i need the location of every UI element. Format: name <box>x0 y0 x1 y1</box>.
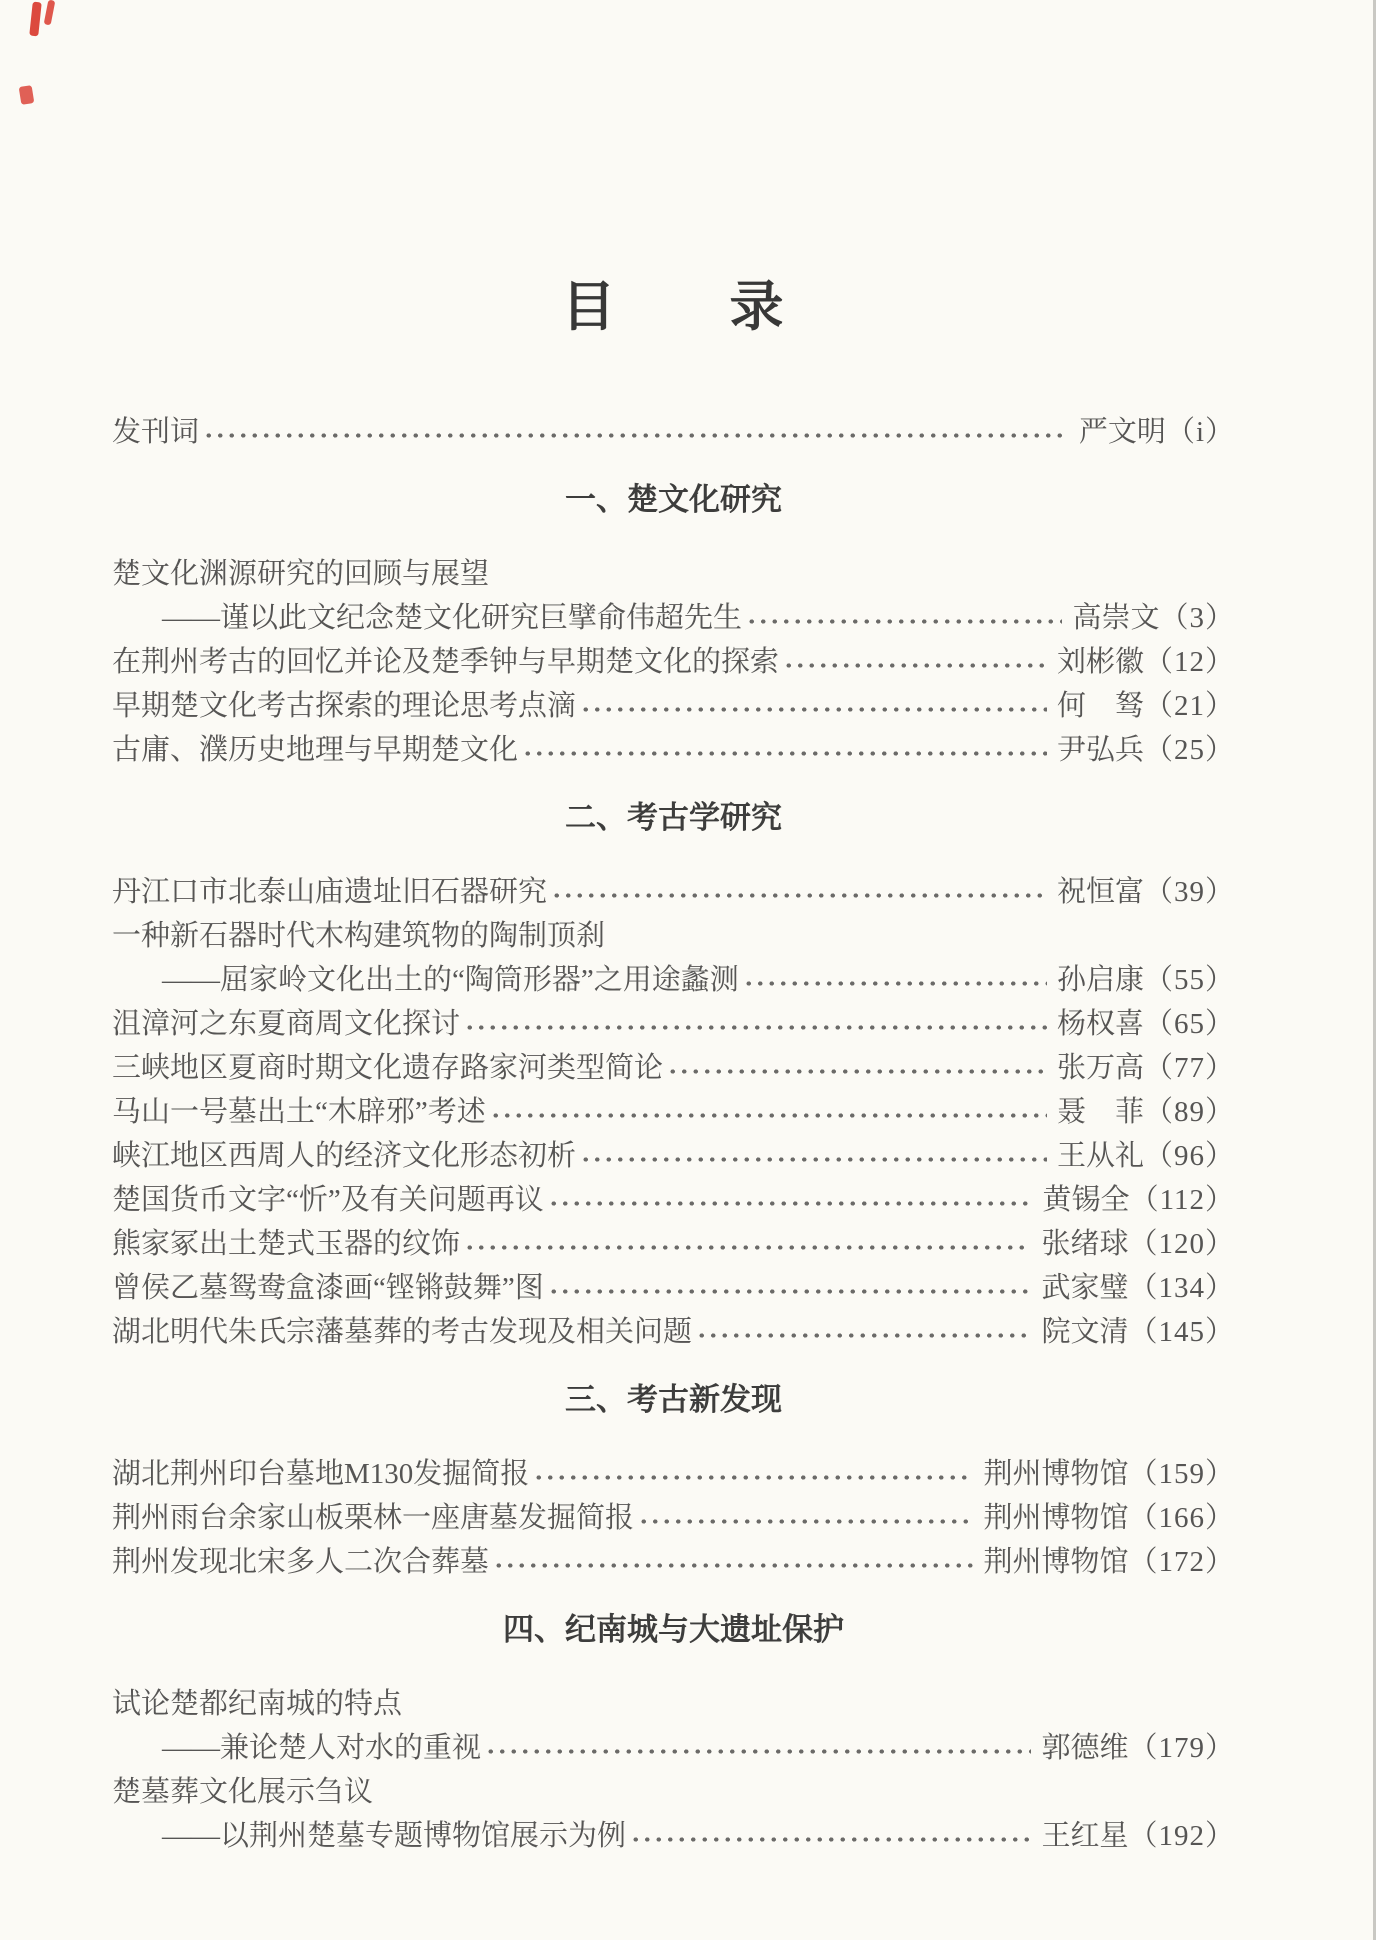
toc-entry <box>112 728 1235 772</box>
entry-main-line <box>112 1814 1235 1858</box>
entry-author: 尹弘兵 <box>1056 734 1144 766</box>
dot-leader <box>630 1814 1031 1858</box>
entry-author-page <box>1043 1178 1235 1222</box>
dot-leader <box>548 1178 1033 1222</box>
entry-main-text: 峡江地区西周人的经济文化形态初析 <box>112 1140 577 1172</box>
entry-page-number: （96） <box>1143 1140 1235 1172</box>
dot-leader <box>464 1002 1047 1046</box>
toc-entry <box>112 1770 1235 1858</box>
entry-author: 祝恒富 <box>1056 876 1144 908</box>
entry-main-line <box>112 1496 1235 1540</box>
entry-author-page <box>1057 1046 1235 1090</box>
entry-author: 聂 菲 <box>1056 1096 1144 1128</box>
red-scan-mark <box>29 2 42 37</box>
entry-author-page <box>1057 684 1235 728</box>
entry-title-line <box>112 1770 1235 1814</box>
section-heading: 三、考古新发现 <box>565 1382 782 1417</box>
entry-author-page <box>1057 1090 1235 1134</box>
entry-main-text: ——以荆州楚墓专题博物馆展示为例 <box>162 1820 627 1852</box>
entry-author: 杨权喜 <box>1056 1008 1144 1040</box>
entry-main-line <box>112 410 1235 454</box>
toc-entry <box>112 870 1235 914</box>
entry-author: 郭德维 <box>1041 1732 1129 1764</box>
entry-title-line <box>112 1682 1235 1726</box>
entry-main-text: 湖北荆州印台墓地M130发掘简报 <box>112 1458 530 1490</box>
entry-main-line <box>112 1134 1235 1178</box>
toc-entry <box>112 552 1235 640</box>
toc-entry <box>112 914 1235 1002</box>
entry-author-page <box>1041 1310 1235 1354</box>
toc-entry <box>112 1496 1235 1540</box>
entry-main-text: 湖北明代朱氏宗藩墓葬的考古发现及相关问题 <box>112 1316 693 1348</box>
entry-main-text: ——谨以此文纪念楚文化研究巨擘俞伟超先生 <box>162 602 743 634</box>
dot-leader <box>667 1046 1047 1090</box>
entry-page-number: （i） <box>1165 416 1235 448</box>
dot-leader <box>533 1452 973 1496</box>
toc-list <box>112 410 1235 1858</box>
entry-main-text: 熊家冢出土楚式玉器的纹饰 <box>112 1228 461 1260</box>
entry-author: 武家璧 <box>1041 1272 1129 1304</box>
entry-author-page <box>1041 1814 1235 1858</box>
entry-author: 黄锡全 <box>1042 1184 1130 1216</box>
entry-main-text: 荆州发现北宋多人二次合葬墓 <box>112 1546 490 1578</box>
toc-entry <box>112 1090 1235 1134</box>
entry-main-text: 曾侯乙墓鸳鸯盒漆画“铿锵鼓舞”图 <box>112 1272 544 1304</box>
dot-leader <box>746 596 1062 640</box>
toc-entry <box>112 684 1235 728</box>
toc-entry <box>112 1002 1235 1046</box>
page-title: 目 录 <box>561 277 786 337</box>
toc-entry <box>112 1452 1235 1496</box>
entry-author: 院文清 <box>1041 1316 1129 1348</box>
entry-title: 试论楚都纪南城的特点 <box>112 1688 403 1720</box>
entry-main-text: 发刊词 <box>112 416 200 448</box>
entry-main-text: 荆州雨台余家山板栗林一座唐墓发掘简报 <box>112 1502 635 1534</box>
entry-main-text: 沮漳河之东夏商周文化探讨 <box>112 1008 461 1040</box>
entry-author: 荆州博物馆 <box>983 1546 1129 1578</box>
entry-main-line <box>112 1046 1235 1090</box>
entry-main-line <box>112 870 1235 914</box>
entry-main-line <box>112 1090 1235 1134</box>
entry-author-page <box>1079 410 1235 454</box>
entry-page-number: （12） <box>1143 646 1235 678</box>
entry-main-line <box>112 1266 1235 1310</box>
entry-main-line <box>112 1540 1235 1584</box>
entry-author-page <box>1057 640 1235 684</box>
entry-title: 一种新石器时代木构建筑物的陶制顶刹 <box>112 920 606 952</box>
entry-page-number: （179） <box>1128 1732 1235 1764</box>
entry-page-number: （112） <box>1129 1184 1235 1216</box>
entry-author-page <box>1057 1134 1235 1178</box>
entry-page-number: （3） <box>1159 602 1235 634</box>
entry-main-line <box>112 1726 1235 1770</box>
entry-title: 楚文化渊源研究的回顾与展望 <box>112 558 490 590</box>
entry-author: 张万高 <box>1056 1052 1144 1084</box>
toc-entry <box>112 1222 1235 1266</box>
entry-main-line <box>112 596 1235 640</box>
entry-main-text: 马山一号墓出土“木辟邪”考述 <box>112 1096 486 1128</box>
toc-entry <box>112 1178 1235 1222</box>
entry-main-text: 楚国货币文字“忻”及有关问题再议 <box>112 1184 544 1216</box>
entry-page-number: （159） <box>1128 1458 1235 1490</box>
dot-leader <box>464 1222 1031 1266</box>
entry-page-number: （39） <box>1143 876 1235 908</box>
toc-entry <box>112 1310 1235 1354</box>
red-scan-mark <box>44 0 56 25</box>
entry-author: 荆州博物馆 <box>983 1502 1129 1534</box>
section-heading: 四、纪南城与大遗址保护 <box>503 1612 844 1647</box>
entry-main-text: 丹江口市北泰山庙遗址旧石器研究 <box>112 876 548 908</box>
entry-main-text: ——兼论楚人对水的重视 <box>162 1732 482 1764</box>
entry-author: 刘彬徽 <box>1056 646 1144 678</box>
toc-entry <box>112 1134 1235 1178</box>
toc-entry <box>112 1540 1235 1584</box>
dot-leader <box>548 1266 1032 1310</box>
entry-main-line <box>112 1310 1235 1354</box>
section-heading: 二、考古学研究 <box>565 800 782 835</box>
entry-main-line <box>112 1178 1235 1222</box>
dot-leader <box>551 870 1047 914</box>
entry-author-page <box>983 1452 1235 1496</box>
entry-author: 荆州博物馆 <box>983 1458 1129 1490</box>
entry-page-number: （65） <box>1143 1008 1235 1040</box>
dot-leader <box>493 1540 973 1584</box>
dot-leader <box>485 1726 1031 1770</box>
entry-page-number: （166） <box>1128 1502 1235 1534</box>
entry-author-page <box>1057 870 1235 914</box>
entry-page-number: （145） <box>1128 1316 1235 1348</box>
entry-main-line <box>112 640 1235 684</box>
dot-leader <box>743 958 1047 1002</box>
entry-author: 王从礼 <box>1056 1140 1144 1172</box>
toc-entry <box>112 1266 1235 1310</box>
entry-page-number: （77） <box>1143 1052 1235 1084</box>
entry-author-page <box>983 1496 1235 1540</box>
entry-author: 张绪球 <box>1041 1228 1129 1260</box>
entry-page-number: （55） <box>1143 964 1235 996</box>
dot-leader <box>522 728 1047 772</box>
entry-author-page <box>1057 728 1235 772</box>
entry-author-page <box>1041 1266 1235 1310</box>
entry-author: 高崇文 <box>1072 602 1160 634</box>
toc-entry <box>112 640 1235 684</box>
entry-page-number: （192） <box>1128 1820 1235 1852</box>
entry-main-text: 古庸、濮历史地理与早期楚文化 <box>112 734 519 766</box>
entry-title-line <box>112 552 1235 596</box>
entry-page-number: （89） <box>1143 1096 1235 1128</box>
entry-main-line <box>112 1222 1235 1266</box>
entry-author-page <box>1041 1726 1235 1770</box>
entry-main-text: 早期楚文化考古探索的理论思考点滴 <box>112 690 577 722</box>
entry-author-page <box>1057 1002 1235 1046</box>
entry-main-line <box>112 1002 1235 1046</box>
entry-author: 严文明 <box>1078 416 1166 448</box>
entry-main-line <box>112 684 1235 728</box>
dot-leader <box>783 640 1047 684</box>
entry-title-line <box>112 914 1235 958</box>
entry-author-page <box>1041 1222 1235 1266</box>
entry-main-text: 三峡地区夏商时期文化遗存路家河类型简论 <box>112 1052 664 1084</box>
dot-leader <box>490 1090 1047 1134</box>
dot-leader <box>638 1496 973 1540</box>
toc-entry <box>112 1046 1235 1090</box>
entry-page-number: （134） <box>1128 1272 1235 1304</box>
dot-leader <box>580 1134 1047 1178</box>
entry-author-page <box>1057 958 1235 1002</box>
entry-author-page <box>1072 596 1235 640</box>
entry-main-text: ——屈家岭文化出土的“陶筒形器”之用途蠡测 <box>162 964 739 996</box>
dot-leader <box>696 1310 1031 1354</box>
entry-page-number: （21） <box>1143 690 1235 722</box>
entry-page-number: （172） <box>1128 1546 1235 1578</box>
entry-main-line <box>112 728 1235 772</box>
entry-author: 何 驽 <box>1056 690 1144 722</box>
dot-leader <box>203 410 1069 454</box>
entry-main-line <box>112 958 1235 1002</box>
entry-main-text: 在荆州考古的回忆并论及楚季钟与早期楚文化的探索 <box>112 646 780 678</box>
entry-author: 王红星 <box>1041 1820 1129 1852</box>
entry-author-page <box>983 1540 1235 1584</box>
entry-page-number: （120） <box>1128 1228 1235 1260</box>
entry-title: 楚墓葬文化展示刍议 <box>112 1776 374 1808</box>
entry-page-number: （25） <box>1143 734 1235 766</box>
section-heading: 一、楚文化研究 <box>565 482 782 517</box>
entry-author: 孙启康 <box>1056 964 1144 996</box>
toc-entry <box>112 1682 1235 1770</box>
toc-entry <box>112 410 1235 454</box>
dot-leader <box>580 684 1047 728</box>
entry-main-line <box>112 1452 1235 1496</box>
red-scan-mark <box>19 85 35 105</box>
